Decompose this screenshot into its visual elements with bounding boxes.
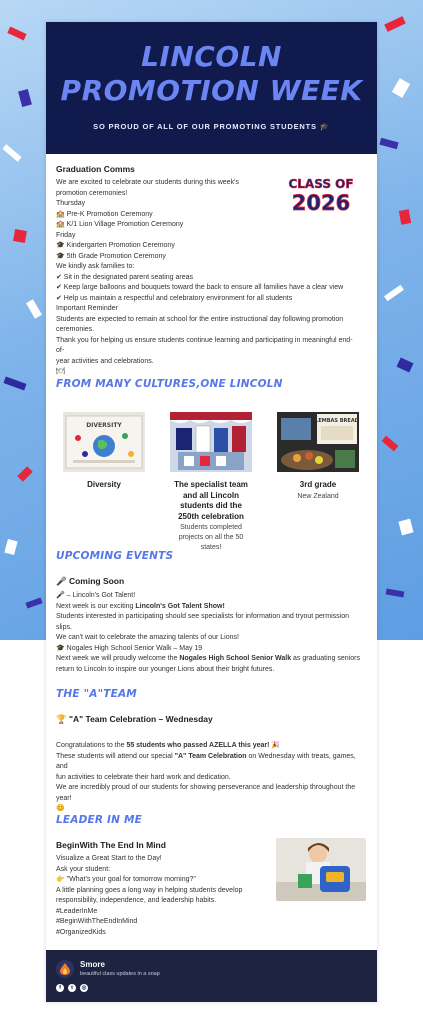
250th-celebration-photo: [170, 412, 252, 472]
events-line: 🎤 – Lincoln's Got Talent!: [56, 592, 136, 599]
culture-item-diversity: [62, 412, 146, 491]
graduation-line: ✔ Keep large balloons and bouquets toward the back to ensure all families have a clear view: [56, 284, 344, 291]
culture-desc: New Zealand: [297, 492, 339, 500]
social-icons: [56, 984, 88, 992]
graduation-line: Important Reminder: [56, 305, 118, 312]
graduation-line: 🎓 5th Grade Promotion Ceremony: [56, 252, 166, 260]
smore-logo-icon[interactable]: [56, 960, 74, 978]
leader-line: Visualize a Great Start to the Day!: [56, 855, 162, 862]
upcoming-events-section: [56, 550, 367, 675]
class-logo-line2: 2026: [291, 191, 351, 214]
leader-line: responsibility, independence, and leadership habits.: [56, 897, 217, 904]
3rd-grade-photo: [277, 412, 359, 472]
student-backpack-photo: [276, 838, 366, 901]
smore-footer: [46, 950, 377, 1002]
a-team-section: [56, 688, 367, 815]
graduation-line: 🍽: [56, 368, 65, 375]
facebook-icon[interactable]: f: [56, 984, 64, 992]
graduation-line: Thank you for helping us ensure students continue learning and participating in meaningful end-of-: [56, 336, 353, 354]
culture-item-3rd-grade: [276, 412, 360, 502]
newsletter-card: [46, 22, 377, 1002]
culture-title: 3rd grade: [299, 480, 337, 489]
leader-line: #LeaderInMe: [56, 907, 98, 915]
culture-desc: Students completed projects on all the 50 states!: [178, 524, 244, 551]
events-line: Students interested in participating should see specialists for information and tryout permission: [56, 613, 349, 620]
a-team-line: fun activities to celebrate their hard work and dedication.: [56, 773, 231, 781]
events-line: return to Lincoln to inspire our younger Lions about their bright futures.: [56, 665, 275, 673]
events-line: 🎓 Nogales High School Senior Walk – May 19: [56, 644, 203, 652]
leader-in-me-section: [56, 814, 367, 938]
instagram-icon[interactable]: ◎: [81, 985, 87, 991]
events-title: UPCOMING EVENTS: [56, 550, 174, 562]
leader-line: #BeginWithTheEndInMind: [56, 918, 138, 925]
graduation-line: Thursday: [56, 200, 86, 207]
a-team-title: THE "A"TEAM: [56, 688, 137, 700]
footer-tagline: beautiful class updates in a snap: [80, 971, 160, 977]
events-line: Next week is our exciting Lincoln's Got Talent Show!: [56, 602, 225, 610]
a-team-line: year!: [56, 794, 72, 802]
graduation-line: 🏫 K/1 Lion Village Promotion Ceremony: [56, 221, 184, 228]
footer-brand-name[interactable]: Smore: [80, 960, 105, 969]
twitter-icon[interactable]: t: [68, 984, 76, 992]
leader-title: LEADER IN ME: [56, 814, 142, 826]
svg-text:LEMBAS BREAD: LEMBAS BREAD: [315, 418, 359, 424]
graduation-line: We kindly ask families to:: [56, 263, 135, 270]
leader-line: Ask your student:: [56, 865, 111, 873]
leader-heading: BeginWith The End In Mind: [56, 840, 166, 850]
graduation-line: We are excited to celebrate our students during this week's: [56, 179, 239, 186]
graduation-title: Graduation Comms: [56, 164, 135, 174]
svg-text:DIVERSITY: DIVERSITY: [86, 422, 122, 429]
graduation-line: ✔ Help us maintain a respectful and celebratory environment for all students: [56, 294, 293, 302]
a-team-line: Congratulations to the 55 students who passed AZELLA this year! 🎉: [56, 742, 281, 749]
graduation-comms-section: [56, 164, 356, 378]
culture-title: Diversity: [87, 480, 121, 489]
leader-line: A little planning goes a long way in helping students develop: [56, 886, 243, 894]
cultures-title: FROM MANY CULTURES,ONE LINCOLN: [56, 378, 283, 390]
graduation-line: year activities and celebrations.: [56, 357, 154, 365]
a-team-line: We are incredibly proud of our students for showing perseverance and leadership throughout the: [56, 784, 356, 791]
diversity-photo: [63, 412, 145, 472]
class-logo-line1: CLASS OF: [288, 177, 354, 191]
graduation-line: 🎓 Kindergarten Promotion Ceremony: [56, 242, 175, 249]
a-team-heading: 🏆 "A" Team Celebration – Wednesday: [56, 714, 213, 724]
leader-line: #OrganizedKids: [56, 928, 106, 936]
a-team-line: 😊: [56, 805, 65, 812]
cultures-section: [56, 378, 367, 551]
a-team-line: These students will attend our special "A" Team Celebration on Wednesday with treats, games, and: [56, 752, 356, 770]
newsletter-header: [46, 22, 377, 154]
culture-item-250th: [169, 412, 253, 553]
events-line: slips.: [56, 623, 72, 631]
events-line: Next week we will proudly welcome the Nogales High School Senior Walk as graduating seniors: [56, 655, 360, 662]
graduation-line: promotion ceremonies!: [56, 189, 128, 197]
culture-title: The specialist team and all Lincoln students did the 250th celebration: [174, 480, 248, 521]
graduation-line: 🏫 Pre-K Promotion Ceremony: [56, 210, 153, 218]
events-heading: 🎤 Coming Soon: [56, 576, 125, 586]
page-subtitle: SO PROUD OF ALL OF OUR PROMOTING STUDENTS 🎓: [93, 122, 330, 131]
events-line: We can't wait to celebrate the amazing talents of our Lions!: [56, 634, 239, 641]
graduation-line: ceremonies.: [56, 326, 95, 333]
leader-line: 👉 "What's your goal for tomorrow morning?": [56, 876, 196, 883]
graduation-line: ✔ Sit in the designated parent seating areas: [56, 273, 194, 281]
graduation-line: Friday: [56, 231, 76, 239]
graduation-line: Students are expected to remain at school for the entire instructional day following promotion: [56, 315, 344, 323]
page-title: LINCOLN PROMOTION WEEK: [60, 40, 363, 107]
